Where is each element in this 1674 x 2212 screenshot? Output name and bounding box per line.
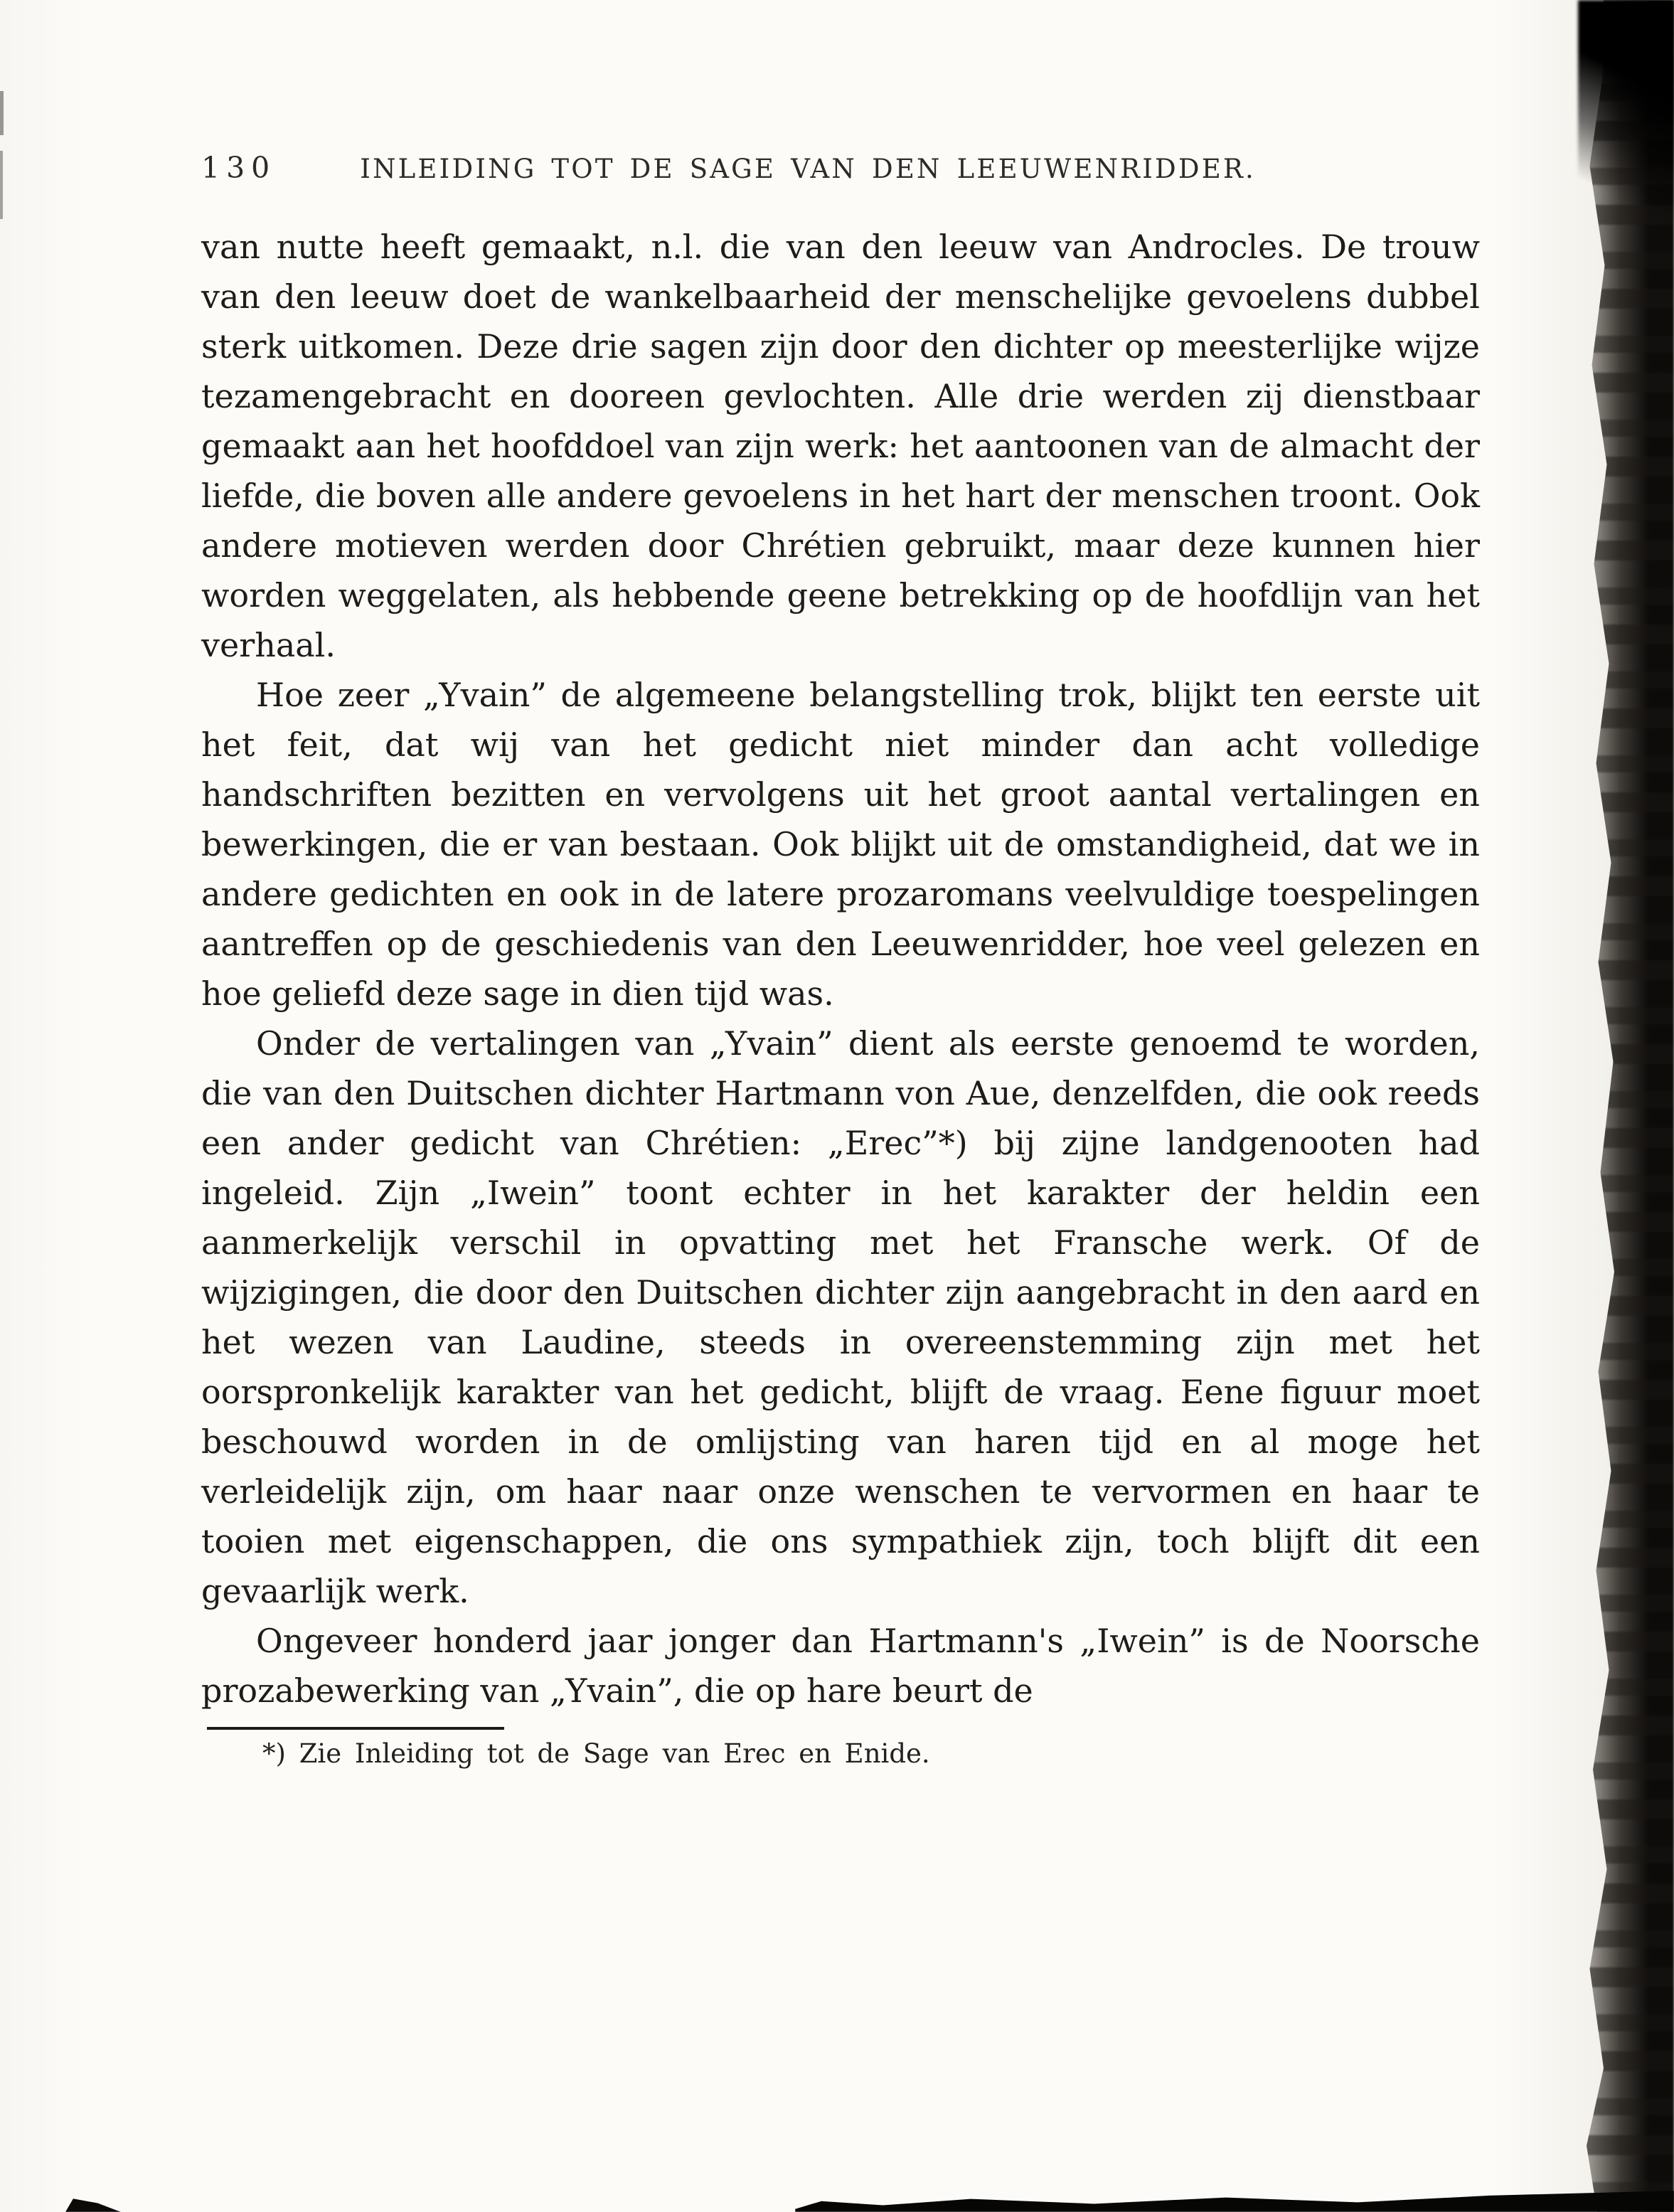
paragraph: van nutte heeft gemaakt, n.l. die van den leeuw van Androcles. De trouw van den leeuw doet de wankelbaarheid der menschelijke gevoelens dubbel sterk uitkomen. Deze drie sagen zijn door den dichter op meesterlijke wijze tezamengebracht en dooreen gevlochten. Alle drie werden zij dienstbaar gemaakt aan het hoofddoel van zijn werk: het aantoonen van de almacht der liefde, die boven alle andere gevoelens in het hart der menschen troont. Ook andere motieven werden door Chrétien gebruikt, maar deze kunnen hier worden weggelaten, als hebbende geene betrekking op de hoofdlijn van het verhaal.: [201, 228, 1480, 664]
scan-bottom-edge-strip: [795, 2188, 1674, 2212]
paragraph: Hoe zeer „Yvain” de algemeene belangstelling trok, blijkt ten eerste uit het feit, dat wij van het gedicht niet minder dan acht volledige handschriften bezitten en vervolgens uit het groot aantal vertalingen en bewerkingen, die er van bestaan. Ook blijkt uit de omstandigheid, dat we in andere gedichten en ook in de latere prozaromans veelvuldige toespelingen aantreffen op de geschiedenis van den Leeuwenridder, hoe veel gelezen en hoe geliefd deze sage in dien tijd was.: [201, 676, 1480, 1013]
page-content: [201, 151, 1480, 1769]
scan-left-edge-mark: [0, 151, 3, 219]
footnote-text: *) Zie Inleiding tot de Sage van Erec en Enide.: [262, 1738, 930, 1769]
scan-right-edge-shadow: [1567, 0, 1674, 2212]
page-header: [201, 151, 1480, 185]
paragraph: Ongeveer honderd jaar jonger dan Hartmann's „Iwein” is de Noorsche prozabewerking van „Yvain”, die op hare beurt de: [201, 1622, 1480, 1710]
footnote-separator-rule: [207, 1727, 504, 1730]
footnote-block: [201, 1727, 1480, 1769]
paragraph: Onder de vertalingen van „Yvain” dient als eerste genoemd te worden, die van den Duitschen dichter Hartmann von Aue, denzelfden, die ook reeds een ander gedicht van Chrétien: „Erec”*) bij zijne landgenooten had ingeleid. Zijn „Iwein” toont echter in het karakter der heldin een aanmerkelijk verschil in opvatting met het Fransche werk. Of de wijzigingen, die door den Duitschen dichter zijn aangebracht in den aard en het wezen van Laudine, steeds in overeenstemming zijn met het oorspronkelijk karakter van het gedicht, blijft de vraag. Eene figuur moet beschouwd worden in de omlijsting van haren tijd en al moge het verleidelijk zijn, om haar naar onze wenschen te vervormen en haar te tooien met eigenschappen, die ons sympathiek zijn, toch blijft dit een gevaarlijk werk.: [201, 1024, 1480, 1610]
page-number: 130: [201, 151, 277, 185]
body-text-block: [201, 222, 1480, 1716]
scan-bottom-left-mark: [65, 2194, 121, 2212]
scan-top-right-corner-blotch: [1578, 0, 1674, 228]
running-header-title: INLEIDING TOT DE SAGE VAN DEN LEEUWENRIDDER.: [360, 154, 1257, 184]
scan-left-edge-mark: [0, 91, 4, 135]
